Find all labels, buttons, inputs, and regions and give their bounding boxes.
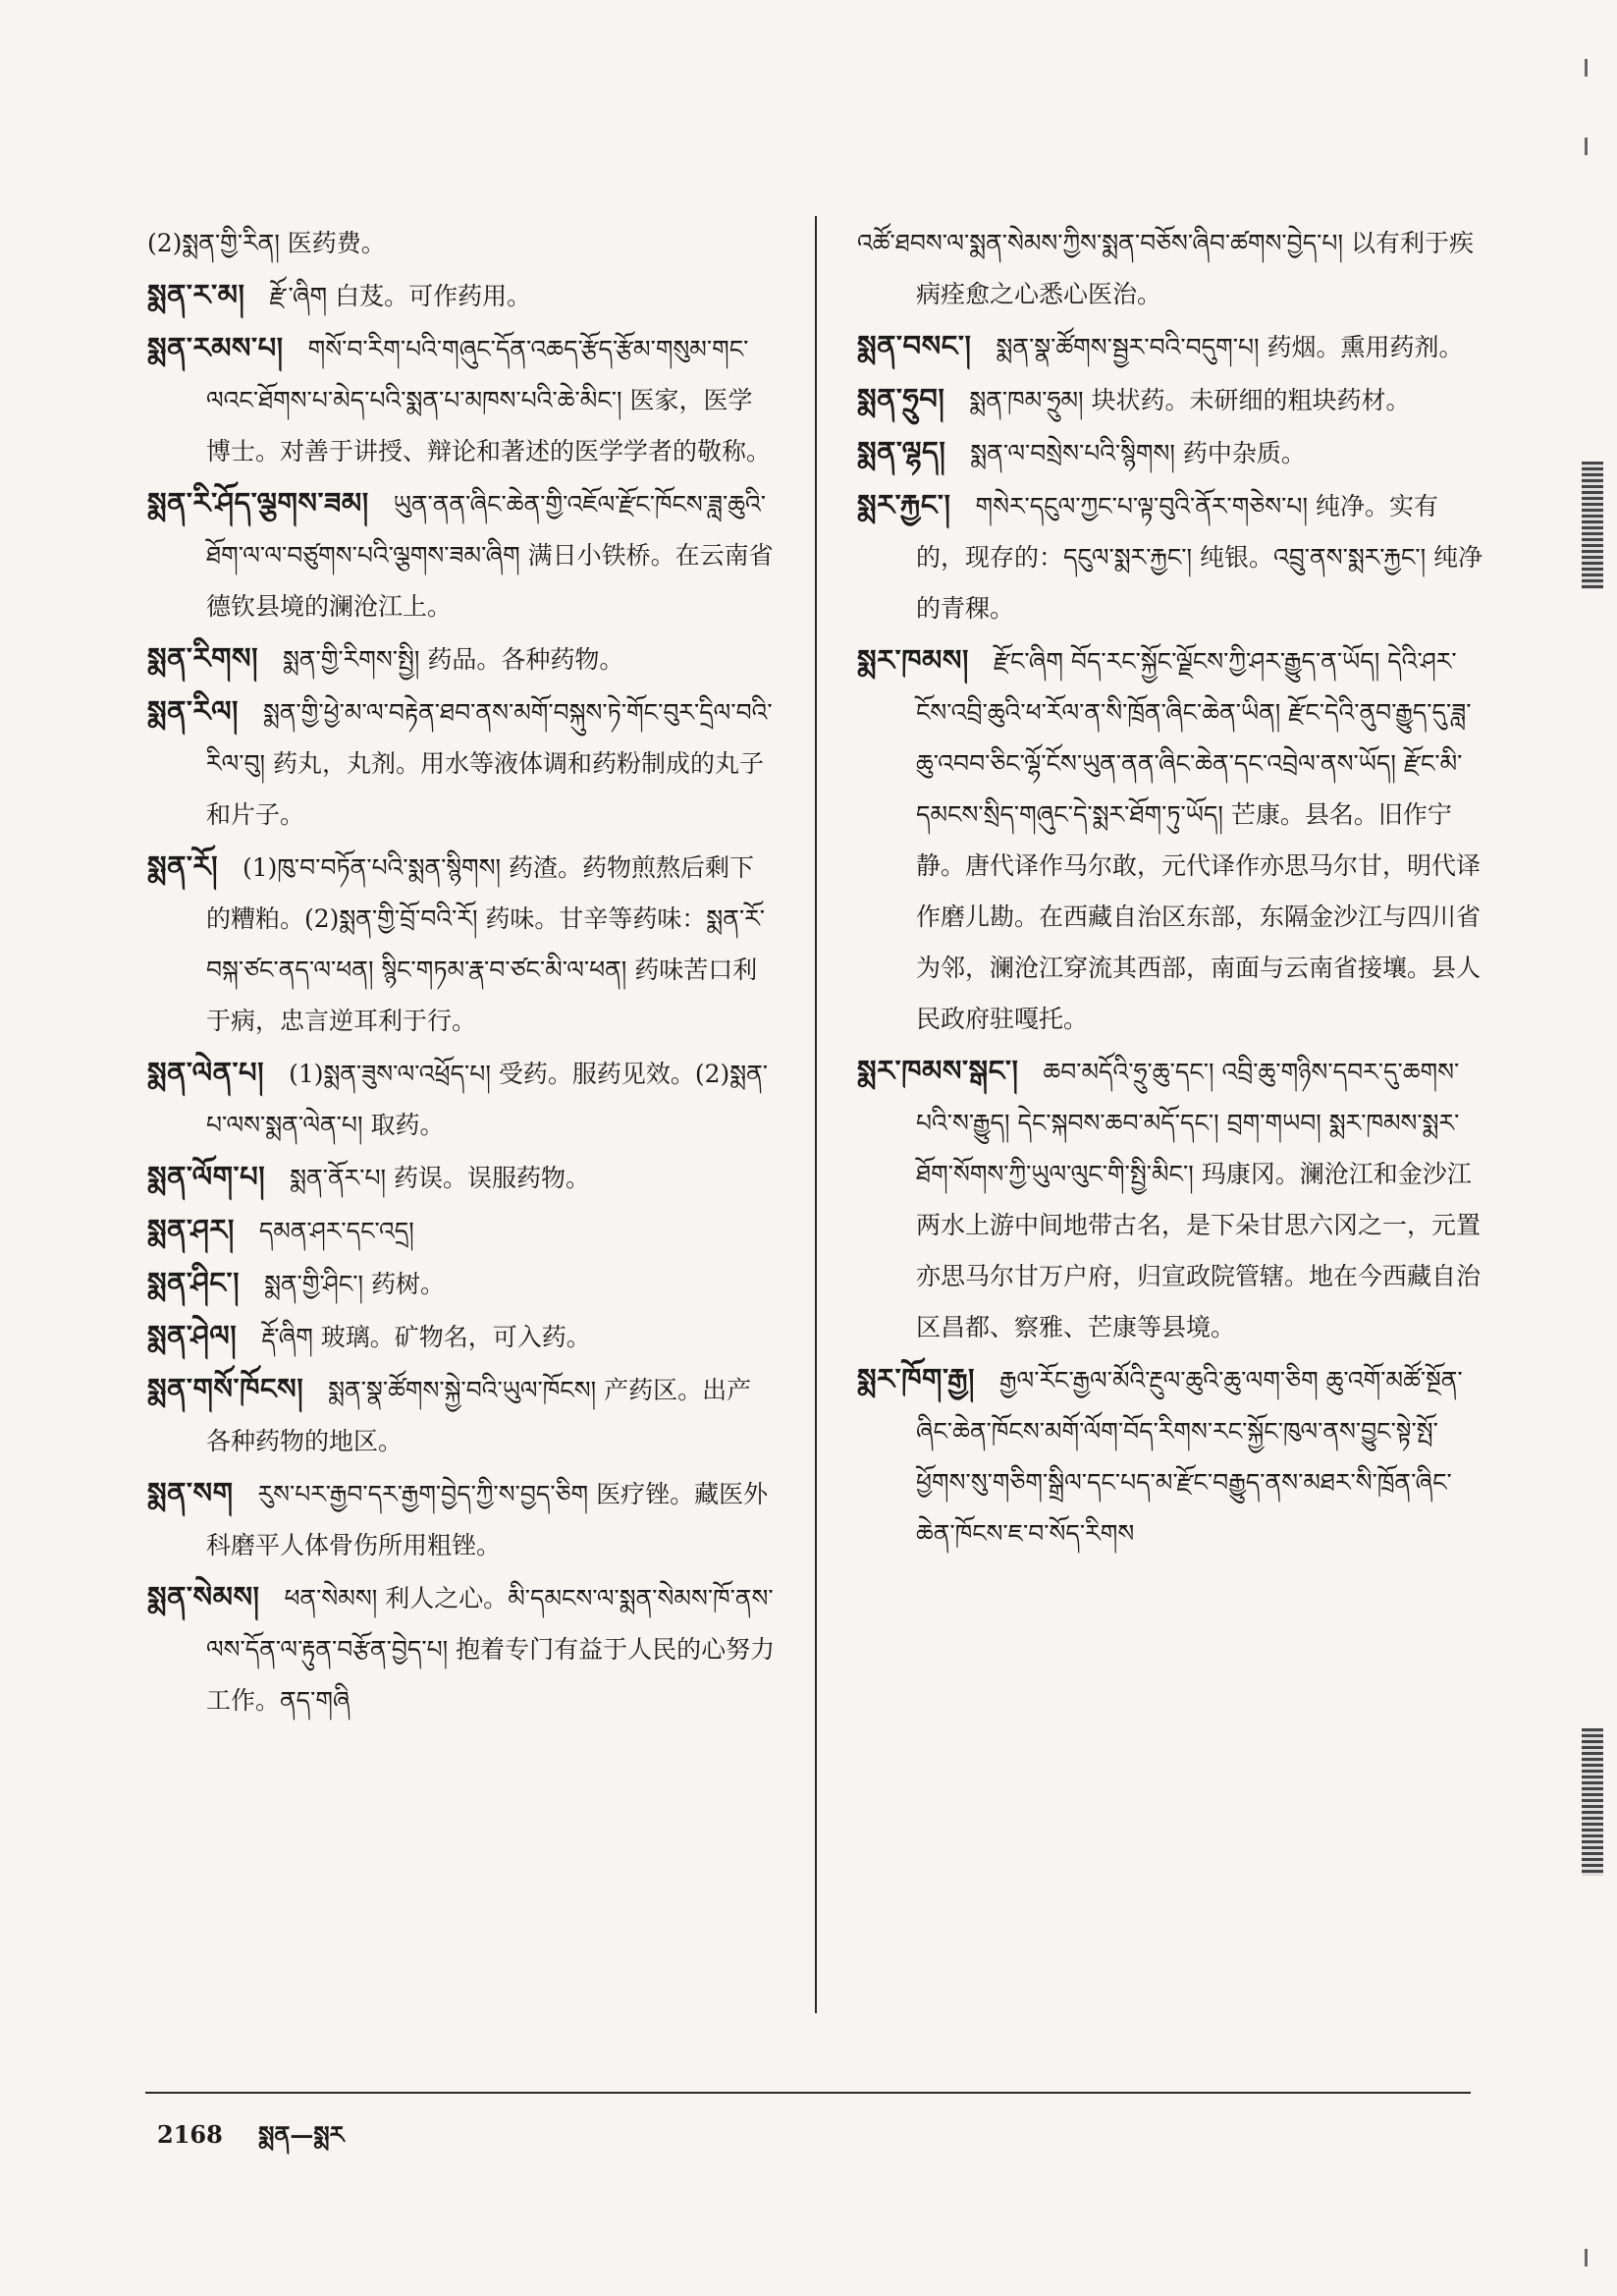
scan-edge-mark: [1582, 1728, 1603, 1876]
headword: སྨན་རི་ཤོད་ལྕགས་ཟམ།: [147, 486, 369, 519]
headword: སྨན་ཤིང་།: [147, 1266, 241, 1299]
dictionary-entry: [857, 218, 1485, 320]
dictionary-entry: [147, 1151, 776, 1204]
dictionary-entry: [147, 1363, 776, 1467]
definition: སྨན་གྱི་ཕྱེ་མ་ལ་བརྟེན་ཐབ་ནས་མགོ་བསྐུས་ཏེ་གོང་བུར་དྲིལ་བའི་རིལ་བུ། 药丸，丸剂。用水等液体调和药粉制成的丸子和片子。: [206, 698, 773, 829]
headword: སྨན་ཤེལ།: [147, 1319, 238, 1352]
headword: སྨན་རིགས།: [147, 641, 259, 675]
headword: སྨན་བསང་།: [857, 329, 972, 362]
headword: སྨན་སག: [147, 1476, 234, 1509]
page-number: 2168: [157, 2120, 223, 2149]
definition: གསོ་བ་རིག་པའི་གཞུང་དོན་འཆད་རྩོད་རྩོམ་གསུམ་གང་ལའང་ཐོགས་པ་མེད་པའི་སྨན་པ་མཁས་པའི་ཆེ་མིང་། 医家，医学博士。对善于讲授、辩论和著述的医学学者的敬称。: [206, 335, 772, 465]
headword: སྨན་རམས་པ།: [147, 331, 284, 364]
dictionary-entry: [857, 479, 1485, 634]
footer-rule: [145, 2092, 1471, 2094]
dictionary-entry: [147, 1047, 776, 1151]
dictionary-entry: [857, 1353, 1485, 1559]
dictionary-entry: [147, 322, 776, 477]
dictionary-entry: [147, 685, 776, 841]
definition: སྨན་གྱི་ཤིང་། 药树。: [264, 1270, 445, 1298]
headword: སྨན་གསོ་ཁོངས།: [147, 1372, 304, 1405]
dictionary-entry: [857, 426, 1485, 479]
definition: ཡུན་ནན་ཞིང་ཆེན་གྱི་འཇོལ་རྫོང་ཁོངས་ཟླ་ཆུའི་ཐོག་ལ་ལ་བཙུགས་པའི་ལྕགས་ཟམ་ཞིག 满日小铁桥。在云南省德钦县境的澜沧江上。: [206, 490, 774, 621]
definition: ཆབ་མདོའི་ཧྲུ་ཆུ་དང་། འབྲི་ཆུ་གཉིས་དབར་དུ་ཆགས་པའི་ས་རྒྱུད། དེང་སྐབས་ཆབ་མདོ་དང་། བྲག་གཡབ། སྨར་ཁམས་སྨར་ཐོག་སོགས་ཀྱི་ཡུལ་ལུང་གི་སྤྱི་མིང་། 玛康冈。澜沧江和金沙江两水上游中间地带古名，是下朵甘思六冈之一，元置亦思马尔甘万户府，归宣政院管辖。地在今西藏自治区昌都、察雅、芒康等县境。: [916, 1058, 1482, 1341]
headword: སྨན་སེམས།: [147, 1580, 260, 1613]
definition: སྨན་ཁམ་ཧྲུམ། 块状药。未研细的粗块药材。: [969, 386, 1411, 414]
definition: དམན་ཤར་དང་འདྲ།: [258, 1217, 414, 1245]
headword: སྨར་རྐྱང་།: [857, 488, 951, 521]
dictionary-entry: [857, 373, 1485, 426]
definition: སྨན་གྱི་རིགས་སྤྱི། 药品。各种药物。: [283, 645, 624, 674]
headword: སྨན་ལེན་པ།: [147, 1056, 265, 1089]
headword: སྨར་ཁམས།: [857, 643, 969, 677]
headword: སྨན་ལྷད།: [857, 435, 946, 468]
dictionary-entry: [147, 1204, 776, 1257]
scan-edge-mark: [1582, 462, 1603, 589]
definition: (2)སྨན་གྱི་རིན། 医药费。: [147, 229, 386, 257]
left-column: [147, 218, 776, 1726]
dictionary-entry: [147, 269, 776, 322]
dictionary-entry: [147, 1571, 776, 1726]
definition: རྫོང་ཞིག བོད་རང་སྐྱོང་ལྗོངས་ཀྱི་ཤར་རྒྱུད་ན་ཡོད། དེའི་ཤར་ངོས་འབྲི་ཆུའི་ཕ་རོལ་ན་སི་ཁྲོན་ཞིང་ཆེན་ཡིན། རྫོང་དེའི་ནུབ་རྒྱུད་དུ་ཟླ་ཆུ་འབབ་ཅིང་ལྷོ་ངོས་ཡུན་ནན་ཞིང་ཆེན་དང་འབྲེལ་ནས་ཡོད། རྫོང་མི་དམངས་སྲིད་གཞུང་དེ་སྨར་ཐོག་ཏུ་ཡོད། 芒康。县名。旧作宁静。唐代译作马尔敢，元代译作亦思马尔甘，明代译作磨儿勘。在西藏自治区东部，东隔金沙江与四川省为邻，澜沧江穿流其西部，南面与云南省接壤。县人民政府驻嘎托。: [916, 647, 1482, 1033]
right-column: [857, 218, 1485, 1559]
page-footer: [157, 2109, 372, 2175]
guide-words: སྨན—སྨར: [258, 2120, 345, 2149]
dictionary-entry: [147, 632, 776, 685]
headword: སྨར་ཁམས་སྒང་།: [857, 1054, 1019, 1087]
dictionary-entry: [147, 218, 776, 269]
headword: སྨར་ཁོག་རྒྱ།: [857, 1362, 975, 1395]
definition: སྨན་ནོར་པ། 药误。误服药物。: [290, 1164, 590, 1192]
dictionary-entry: [857, 1045, 1485, 1353]
headword: སྨན་ཧྲུབ།: [857, 382, 945, 415]
dictionary-entry: [857, 320, 1485, 373]
headword: སྨན་ཤར།: [147, 1213, 235, 1246]
definition: རྫོ་ཞིག 白芨。可作药用。: [269, 282, 532, 310]
dictionary-entry: [147, 1257, 776, 1310]
dictionary-entry: [857, 634, 1485, 1045]
dictionary-entry: [147, 841, 776, 1047]
headword: སྨན་ལོག་པ།: [147, 1160, 266, 1193]
dictionary-entry: [147, 1310, 776, 1363]
dictionary-entry: [147, 477, 776, 632]
definition: སྨན་སྣ་ཚོགས་སྦྱར་བའི་བདུག་པ། 药烟。熏用药剂。: [996, 333, 1464, 361]
definition: ཕན་སེམས། 利人之心。མི་དམངས་ལ་སྨན་སེམས་ཁོ་ནས་ལས་དོན་ལ་རྟུན་བརྩོན་བྱེད་པ། 抱着专门有益于人民的心努力工作。ནད་གཞི: [206, 1584, 776, 1715]
definition: རྡོ་ཞིག 玻璃。矿物名，可入药。: [261, 1323, 591, 1351]
scan-edge-dash: [1585, 137, 1588, 155]
definition: གསེར་དངུལ་ཀྱང་པ་ལྟ་བུའི་ནོར་གཅེས་པ། 纯净。实有的，现存的：དངུལ་སྨར་རྐྱང་། 纯银。འབྲུ་ནས་སྨར་རྐྱང་། 纯净的青稞。: [916, 492, 1483, 623]
dictionary-entry: [147, 1467, 776, 1571]
definition: འཚོ་ཐབས་ལ་སྨན་སེམས་ཀྱིས་སྨན་བཅོས་ཞིབ་ཚགས་བྱེད་པ། 以有利于疾病痊愈之心悉心医治。: [857, 229, 1474, 308]
definition: སྨན་སྣ་ཚོགས་སྐྱེ་བའི་ཡུལ་ཁོངས། 产药区。出产各种药物的地区。: [206, 1376, 752, 1455]
definition: རུས་པར་རྒྱབ་དར་རྒྱག་བྱེད་ཀྱི་ས་བྱད་ཅིག 医疗锉。藏医外科磨平人体骨伤所用粗锉。: [206, 1480, 769, 1559]
scan-edge-dash: [1585, 2249, 1588, 2267]
column-divider: [815, 216, 817, 2013]
headword: སྨན་རིལ།: [147, 694, 239, 728]
definition: (1)ཁུ་བ་བཏོན་པའི་སྨན་སྙིགས། 药渣。药物煎熬后剩下的糟粕。(2)སྨན་གྱི་བྲོ་བའི་རོ། 药味。甘辛等药味：སྨན་རོ་བསྐ་ཙང་ནད་ལ་ཕན། སྙིང་གཏམ་རྣ་བ་ཙང་མི་ལ་ཕན། 药味苦口利于病，忠言逆耳利于行。: [206, 853, 766, 1035]
scan-edge-dash: [1585, 59, 1588, 77]
definition: སྨན་ལ་བསྲེས་པའི་སྙིགས། 药中杂质。: [970, 439, 1306, 467]
definition: (1)སྨན་ཟུས་ལ་འཕྲོད་པ། 受药。服药见效。(2)སྨན་པ་ལས་སྨན་ལེན་པ། 取药。: [206, 1060, 769, 1139]
definition: རྒྱལ་རོང་རྒྱལ་མོའི་རྔུལ་ཆུའི་ཆུ་ལག་ཅིག ཆུ་འགོ་མཚོ་སྔོན་ཞིང་ཆེན་ཁོངས་མགོ་ལོག་བོད་རིགས་རང་སྐྱོང་ཁུལ་ནས་བྱུང་སྟེ་སྤོ་ཕྱོགས་སུ་གཅིག་སྒྲིལ་དང་པད་མ་རྫོང་བརྒྱུད་ནས་མཐར་སི་ཁྲོན་ཞིང་ཆེན་ཁོངས་ཇ་བ་སོད་རིགས: [916, 1366, 1463, 1548]
headword: སྨན་ར་མ།: [147, 278, 245, 311]
headword: སྨན་རོ།: [147, 849, 219, 883]
